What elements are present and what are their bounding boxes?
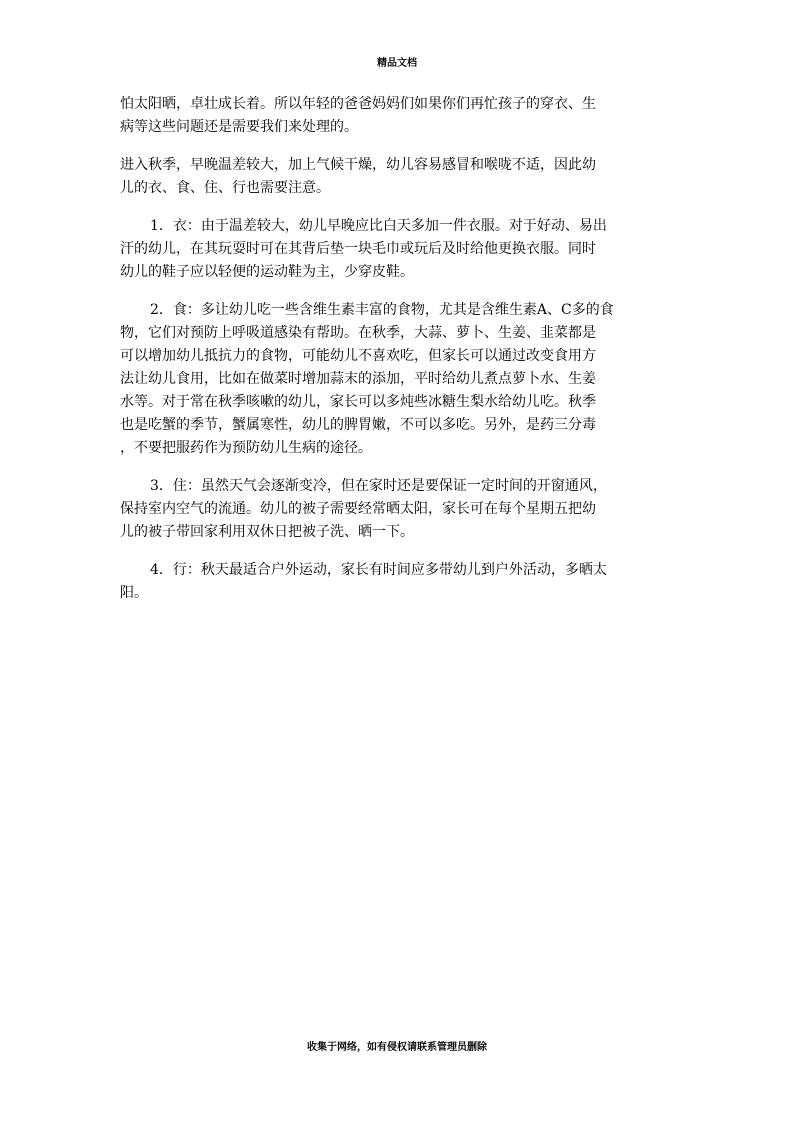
- text-line: 阳。: [120, 585, 148, 601]
- text-line: 可以增加幼儿抵抗力的食物，可能幼儿不喜欢吃，但家长可以通过改变食用方: [120, 348, 596, 364]
- text-line: 物，它们对预防上呼吸道感染有帮助。在秋季，大蒜、萝卜、生姜、韭菜都是: [120, 325, 596, 341]
- paragraph-autumn-intro: [120, 154, 676, 200]
- text-line: 保持室内空气的流通。幼儿的被子需要经常晒太阳，家长可在每个星期五把幼: [120, 501, 596, 517]
- text-line: 4．行：秋天最适合户外运动，家长有时间应多带幼儿到户外活动，多晒太: [150, 562, 607, 578]
- document-body: [120, 93, 676, 620]
- paragraph-food: [120, 299, 676, 460]
- paragraph-travel: [120, 559, 676, 605]
- text-line: 法让幼儿食用，比如在做菜时增加蒜末的添加，平时给幼儿煮点萝卜水、生姜: [120, 371, 596, 387]
- text-line: 儿的衣、食、住、行也需要注意。: [120, 180, 330, 196]
- text-line: 水等。对于常在秋季咳嗽的幼儿，家长可以多炖些冰糖生梨水给幼儿吃。秋季: [120, 394, 596, 410]
- text-line: ，不要把服药作为预防幼儿生病的途径。: [120, 440, 372, 456]
- paragraph-housing: [120, 475, 676, 544]
- page-header: 精品文档: [377, 58, 417, 69]
- text-line: 儿的被子带回家利用双休日把被子洗、晒一下。: [120, 524, 414, 540]
- paragraph-clothing: [120, 215, 676, 284]
- text-line: 进入秋季，早晚温差较大，加上气候干燥，幼儿容易感冒和喉咙不适，因此幼: [120, 157, 596, 173]
- text-line: 2．食：多让幼儿吃一些含维生素丰富的食物，尤其是含维生素A、C多的食: [150, 302, 614, 318]
- page-footer: 收集于网络，如有侵权请联系管理员删除: [307, 1042, 487, 1053]
- text-line: 1．衣：由于温差较大，幼儿早晚应比白天多加一件衣服。对于好动、易出: [150, 218, 607, 234]
- text-line: 汗的幼儿，在其玩耍时可在其背后垫一块毛巾或玩后及时给他更换衣服。同时: [120, 241, 596, 257]
- text-line: 病等这些问题还是需要我们来处理的。: [120, 119, 358, 135]
- text-line: 怕太阳晒，卓壮成长着。所以年轻的爸爸妈妈们如果你们再忙孩子的穿衣、生: [120, 96, 596, 112]
- paragraph-intro-continued: [120, 93, 676, 139]
- text-line: 也是吃蟹的季节，蟹属寒性，幼儿的脾胃嫩，不可以多吃。另外，是药三分毒: [120, 417, 596, 433]
- text-line: 幼儿的鞋子应以轻便的运动鞋为主，少穿皮鞋。: [120, 264, 414, 280]
- text-line: 3．住：虽然天气会逐渐变冷，但在家时还是要保证一定时间的开窗通风，: [150, 478, 607, 494]
